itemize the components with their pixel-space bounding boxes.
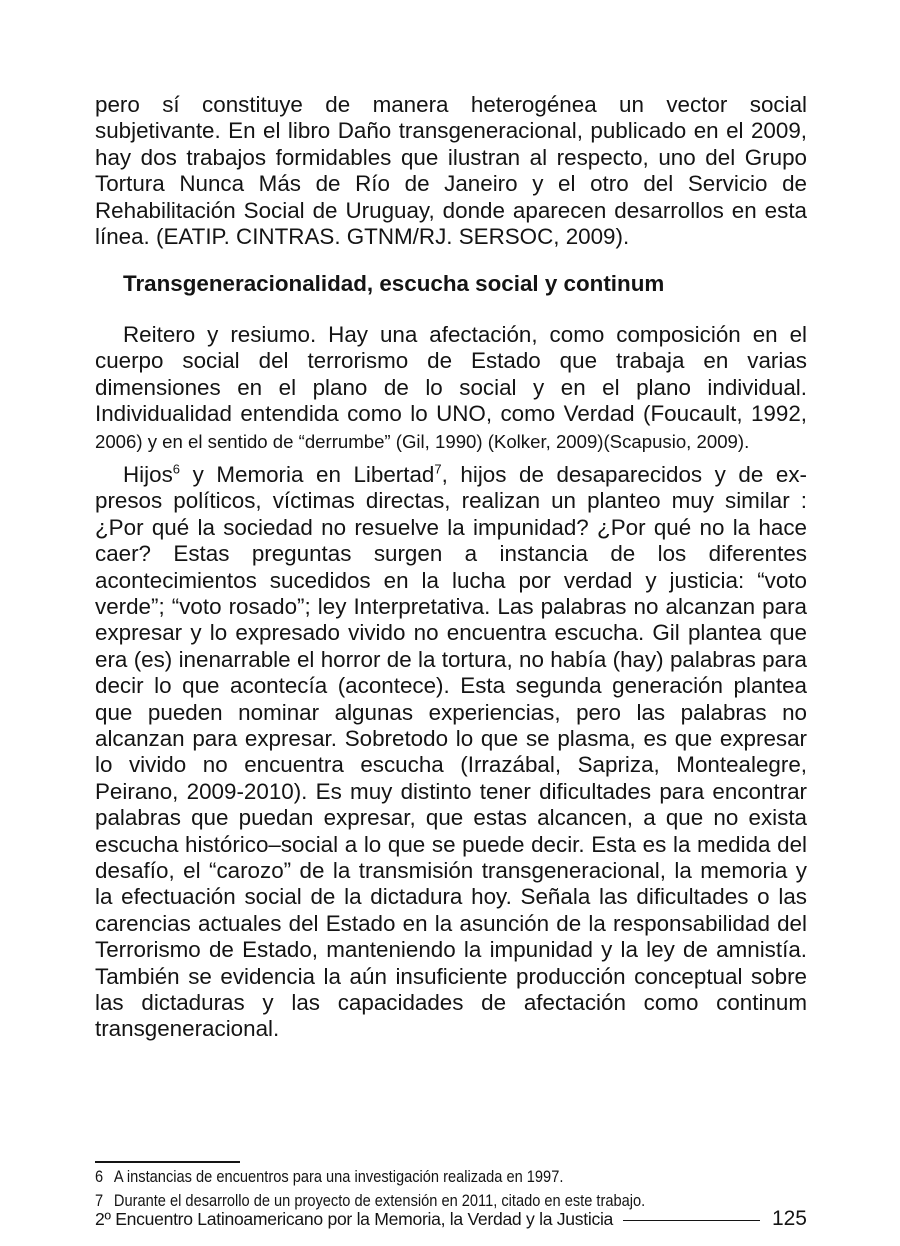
footer-rule	[623, 1220, 760, 1221]
paragraph-2-small-text: 2006) y en el sentido de “derrumbe” (Gil, 1990) (Kolker, 2009)(Scapusio, 2009).	[95, 431, 750, 453]
paragraph-1	[95, 92, 807, 250]
paragraph-1-text: pero sí constituye de manera heterogénea un vector social subjetivante. En el libro Daño transgeneracional, publicado en el 2009, hay dos trabajos formidables que ilustran al respecto, uno del Grupo Tortura Nunca Más de Río de Janeiro y el otro del Servicio de Rehabilitación Social de Uruguay, donde aparecen desarrollos en esta línea. (EATIP. CINTRAS. GTNM/RJ. SERSOC, 2009).	[95, 92, 807, 250]
footnote-number: 7	[95, 1191, 104, 1210]
footnote-text: A instancias de encuentros para una investigación realizada en 1997.	[113, 1167, 564, 1186]
footnote-divider	[95, 1161, 240, 1163]
footnote-number: 6	[95, 1167, 104, 1186]
page-content	[95, 92, 807, 1043]
footnote-6	[95, 1165, 707, 1189]
footnotes	[95, 1165, 807, 1213]
paragraph-3-part-2: y Memoria en Libertad	[180, 461, 435, 487]
running-footer	[95, 1208, 807, 1230]
paragraph-3-part-1: Hijos	[123, 461, 173, 487]
page-number: 125	[771, 1207, 807, 1230]
paragraph-3	[95, 462, 807, 1043]
paragraph-2	[95, 322, 807, 456]
footer-title: 2º Encuentro Latinoamericano por la Memoria, la Verdad y la Justicia	[95, 1209, 614, 1229]
paragraph-2-text: Reitero y resiumo. Hay una afectación, como composición en el cuerpo social del terrorismo de Estado que trabaja en varias dimensiones en el plano de lo social y en el plano individual. Individualidad entendida como lo UNO, como Verdad (Foucault, 1992,	[95, 321, 807, 427]
paragraph-3-part-3: , hijos de desaparecidos y de ex-presos políticos, víctimas directas, realizan un planteo muy similar : ¿Por qué la sociedad no resuelve la impunidad? ¿Por qué no la hace caer? Estas preguntas surgen a instancia de los diferentes acontecimientos sucedidos en la lucha por verdad y justicia: “voto verde”; “voto rosado”; ley Interpretativa. Las palabras no alcanzan para expresar y lo expresado vivido no encuentra escucha. Gil plantea que era (es) inenarrable el horror de la tortura, no había (hay) palabras para decir lo que acontecía (acontece). Esta segunda generación plantea que pueden nominar algunas experiencias, pero las palabras no alcanzan para expresar. Sobretodo lo que se plasma, es que expresar lo vivido no encuentra escucha (Irrazábal, Sapriza, Montealegre, Peirano, 2009-2010). Es muy distinto tener dificultades para encontrar palabras que puedan expresar, que estas alcancen, a que no exista escucha histórico–social a lo que se puede decir. Esta es la medida del desafío, el “carozo” de la transmisión transgeneracional, la memoria y la efectuación social de la dictadura hoy. Señala las dificultades o las carencias actuales del Estado en la asunción de la responsabilidad del Terrorismo de Estado, manteniendo la impunidad y la ley de amnistía. También se evidencia la aún insuficiente producción conceptual sobre las dictaduras y las capacidades de afectación como continum transgeneracional.	[95, 461, 807, 1042]
footnote-ref-6[interactable]: 6	[172, 461, 181, 477]
footnote-text: Durante el desarrollo de un proyecto de extensión en 2011, citado en este trabajo.	[113, 1191, 646, 1210]
section-heading: Transgeneracionalidad, escucha social y continum	[123, 271, 665, 297]
footnote-ref-7[interactable]: 7	[434, 461, 442, 477]
